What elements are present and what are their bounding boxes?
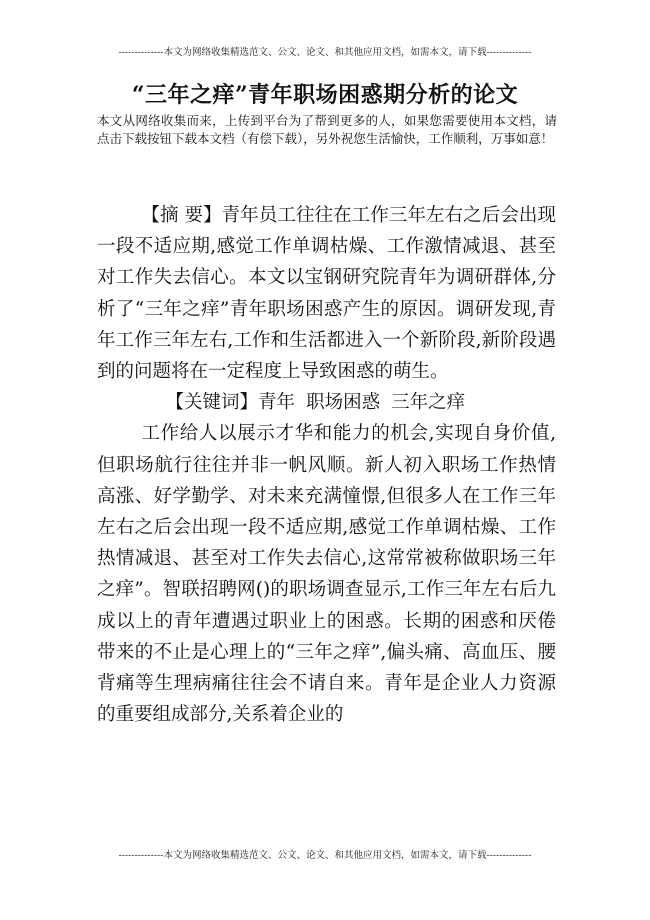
footer-banner: --------------本文为网络收集精选范文、公文、论文、和其他应用文档，如需本文，请下载-------------- (118, 850, 532, 861)
abstract-text: 青年员工往往在工作三年左右之后会出现一段不适应期,感觉工作单调枯燥、工作激情减退、甚至对工作失去信心。本文以宝钢研究院青年为调研群体,分析了“三年之痒”青年职场困惑产生的原因。调研发现,青年工作三年左右,工作和生活都进入一个新阶段,新阶段遇到的问题将在一定程度上导致困惑的萌生。 (97, 205, 556, 383)
keyword: 青年 (257, 392, 295, 414)
document-title: “三年之痒”青年职场困惑期分析的论文 (131, 82, 519, 108)
abstract-paragraph (97, 200, 556, 387)
document-body (97, 200, 556, 730)
intro-notice: 本文从网络收集而来，上传到平台为了帮到更多的人，如果您需要使用本文档，请点击下载按钮下载本文档（有偿下载），另外祝您生活愉快，工作顺利，万事如意！ (97, 113, 557, 146)
abstract-label: 【摘 要】 (141, 205, 222, 226)
keywords-label: 【关键词】 (165, 392, 258, 414)
keywords-paragraph (97, 387, 556, 418)
body-paragraph: 工作给人以展示才华和能力的机会,实现自身价值,但职场航行往往并非一帆风顺。新人初入职场工作热情高涨、好学勤学、对未来充满憧憬,但很多人在工作三年左右之后会出现一段不适应期,感觉工作单调枯燥、工作热情减退、甚至对工作失去信心,这常常被称做职场三年之痒”。智联招聘网()的职场调查显示,工作三年左右后九成以上的青年遭遇过职业上的困惑。长期的困惑和厌倦带来的不止是心理上的“三年之痒”,偏头痛、高血压、腰背痛等生理病痛往往会不请自来。青年是企业人力资源的重要组成部分,关系着企业的 (97, 423, 556, 726)
keyword: 职场困惑 (306, 392, 381, 414)
keyword: 三年之痒 (391, 392, 466, 414)
header-banner: --------------本文为网络收集精选范文、公文、论文、和其他应用文档，如需本文，请下载-------------- (118, 47, 532, 58)
